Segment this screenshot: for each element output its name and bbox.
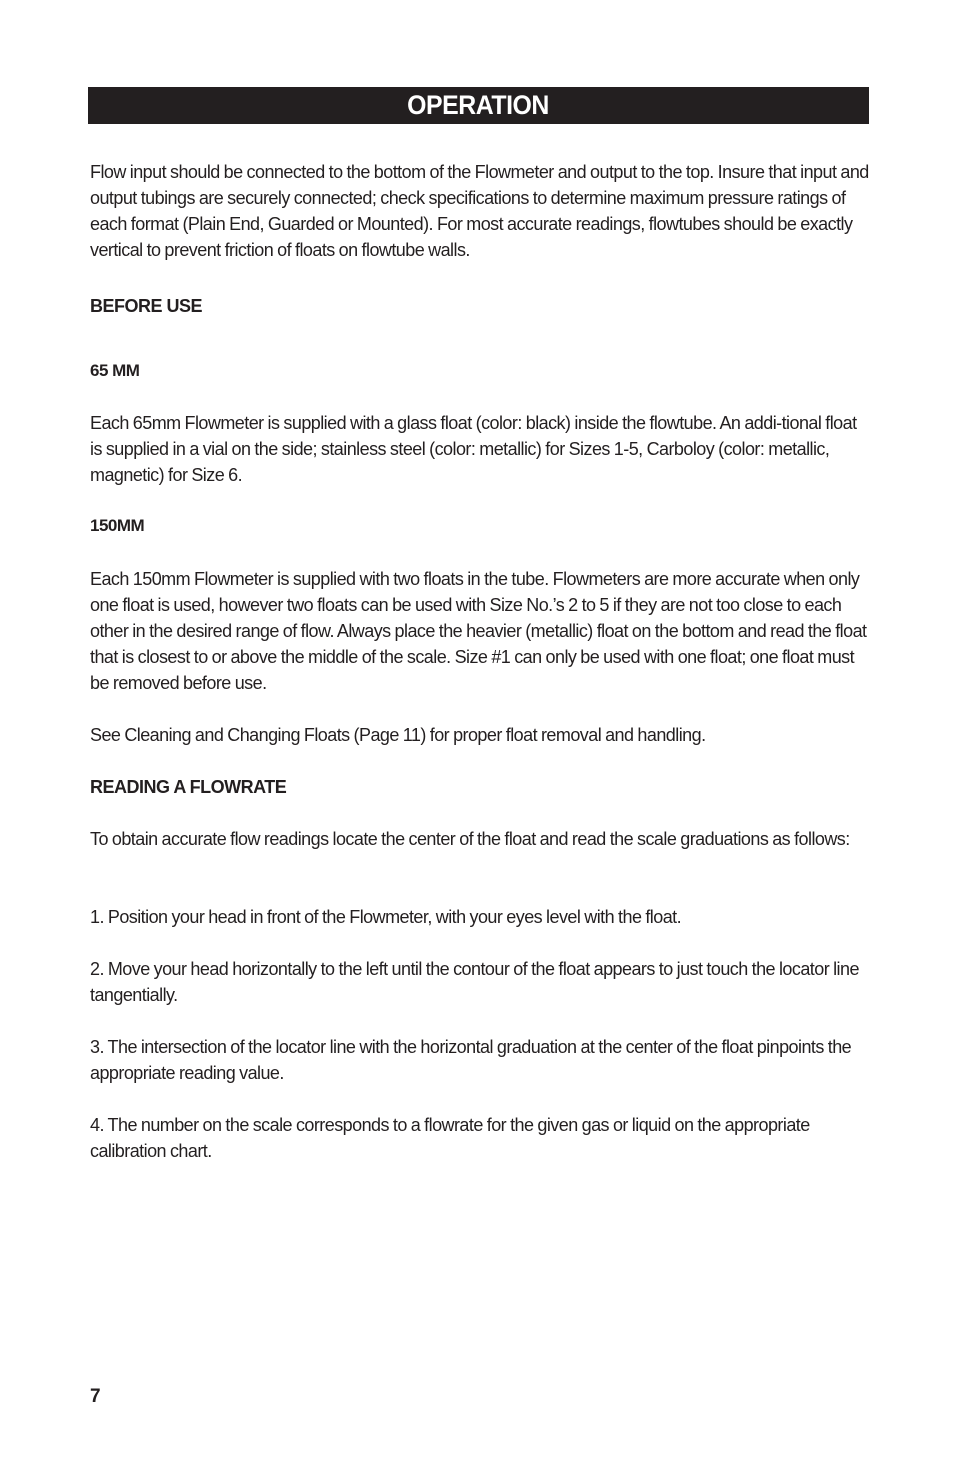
page-number: 7	[90, 1386, 101, 1407]
150mm-paragraph: Each 150mm Flowmeter is supplied with two floats in the tube. Flowmeters are more accurate when only one float is used, however two floats can be used with Size No.’s 2 to 5 if they are not too close to each other in the desired range of flow. Always place the heavier (metallic) float on the bottom and read the float that is closest to or above the middle of the scale. Size #1 can only be used with one float; one float must be removed before use.	[90, 569, 867, 693]
reading-step-4: 4. The number on the scale corresponds to a flowrate for the given gas or liquid on the appropriate calibration chart.	[90, 1115, 810, 1161]
intro-paragraph: Flow input should be connected to the bottom of the Flowmeter and output to the top. Insure that input and output tubings are securely connected; check specifications to determine maximum pressure ratings of each format (Plain End, Guarded or Mounted). For most accurate readings, flowtubes should be exactly vertical to prevent friction of floats on flowtube walls.	[90, 162, 869, 260]
reading-step-3: 3. The intersection of the locator line with the horizontal graduation at the center of the float pinpoints the appropriate reading value.	[90, 1037, 852, 1083]
float-handling-note: See Cleaning and Changing Floats (Page 11) for proper float removal and handling.	[90, 725, 706, 745]
65mm-heading: 65 MM	[90, 361, 140, 380]
reading-intro-paragraph: To obtain accurate flow readings locate the center of the float and read the scale graduations as follows:	[90, 829, 850, 849]
section-title: OPERATION	[407, 90, 550, 120]
section-title-banner	[88, 87, 869, 124]
reading-flowrate-heading: READING A FLOWRATE	[90, 777, 287, 797]
reading-step-2: 2. Move your head horizontally to the left until the contour of the float appears to just touch the locator line tangentially.	[90, 959, 859, 1005]
65mm-paragraph: Each 65mm Flowmeter is supplied with a glass float (color: black) inside the flowtube. An addi-tional float is supplied in a vial on the side; stainless steel (color: metallic) for Sizes 1-5, Carboloy (color: metallic, magnetic) for Size 6.	[90, 413, 857, 485]
150mm-heading: 150MM	[90, 516, 145, 535]
before-use-heading: BEFORE USE	[90, 296, 203, 316]
reading-step-1: 1. Position your head in front of the Flowmeter, with your eyes level with the float.	[90, 907, 682, 927]
